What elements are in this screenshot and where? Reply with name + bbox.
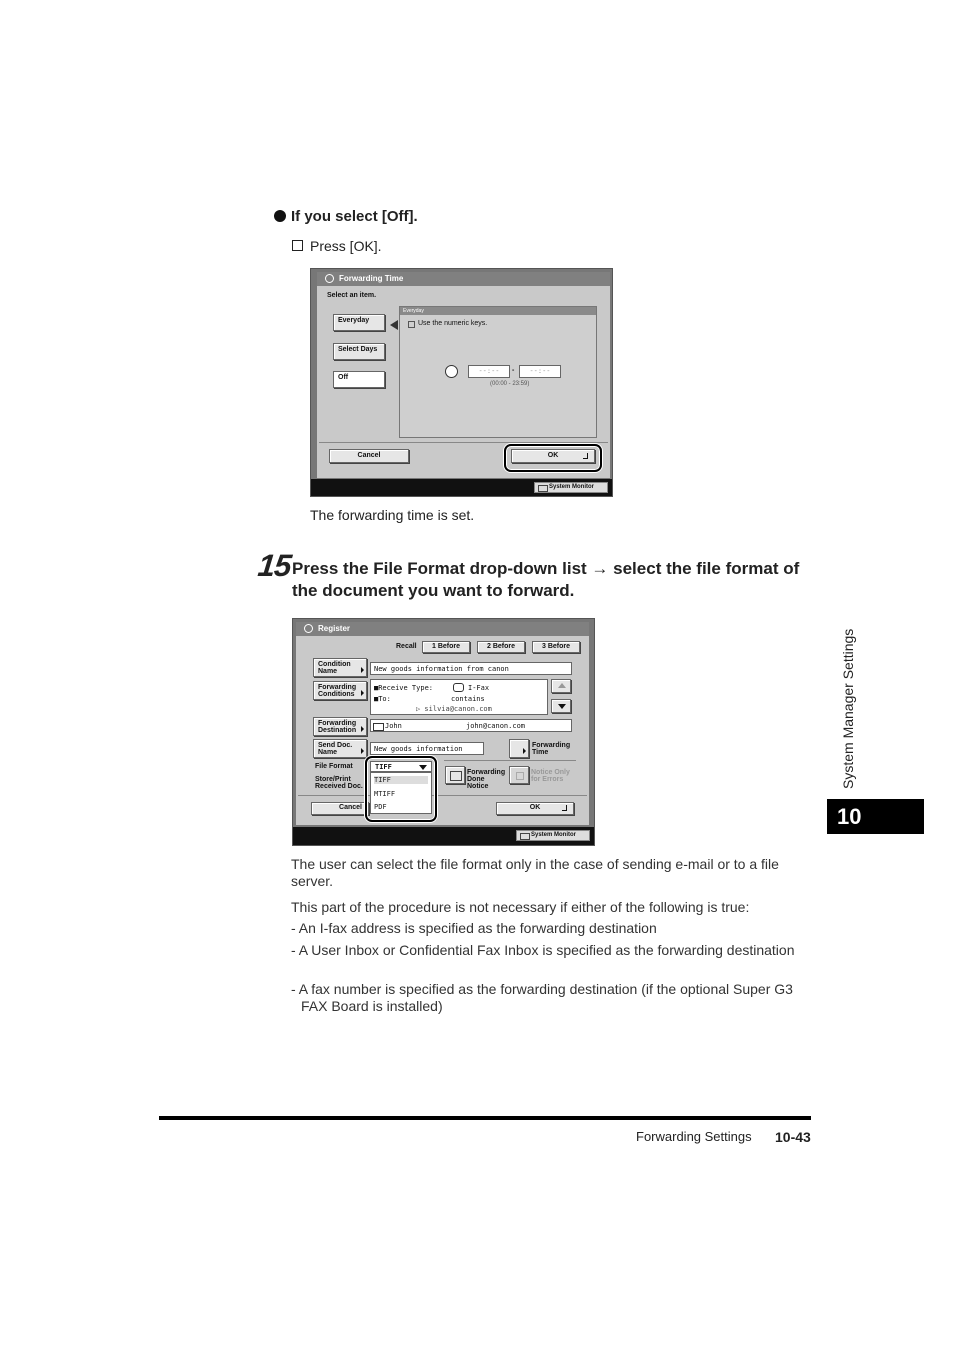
up-arrow-icon xyxy=(558,683,566,688)
chapter-tab xyxy=(827,799,924,834)
forwarding-destination-label: Forwarding Destination xyxy=(318,720,357,734)
sub-step xyxy=(292,238,382,254)
option-pdf[interactable]: PDF xyxy=(374,803,387,811)
keypad-icon xyxy=(408,321,415,328)
cancel-label: Cancel xyxy=(339,804,362,811)
chapter-number: 10 xyxy=(837,804,862,829)
destination-address: john@canon.com xyxy=(466,722,526,730)
forwarding-conditions-box xyxy=(370,679,548,715)
option-mtiff[interactable]: MTIFF xyxy=(374,790,396,798)
receive-type-value: I-Fax xyxy=(468,684,490,692)
screen-titlebar xyxy=(317,272,610,286)
system-monitor-button[interactable] xyxy=(534,482,608,493)
everyday-label: Everyday xyxy=(338,317,370,324)
arrow-right-icon xyxy=(361,667,364,673)
forwarding-destination-field xyxy=(370,719,572,732)
screen-titlebar xyxy=(296,622,589,636)
forwarding-time-screen xyxy=(310,268,613,497)
arrow-right-icon xyxy=(523,748,526,754)
footer-divider xyxy=(298,795,587,796)
section-divider xyxy=(444,760,576,761)
start-time-field[interactable]: --:-- xyxy=(468,365,510,378)
send-doc-name-button[interactable] xyxy=(313,739,367,758)
cancel-button[interactable] xyxy=(329,449,409,463)
register-icon xyxy=(304,624,313,633)
bullet-heading xyxy=(274,208,418,225)
recall-3-label: 3 Before xyxy=(541,643,570,650)
notice-only-errors-button xyxy=(509,766,529,784)
register-icon xyxy=(325,274,334,283)
forwarding-time-button[interactable] xyxy=(509,739,529,758)
list-item: - A User Inbox or Confidential Fax Inbox is specified as the forwarding destination xyxy=(291,942,795,958)
chapter-sidebar-label xyxy=(834,606,864,791)
forwarding-conditions-label: Forwarding Conditions xyxy=(318,684,357,698)
file-format-label: File Format xyxy=(315,763,353,770)
system-monitor-button[interactable] xyxy=(516,830,590,841)
checkbox-icon xyxy=(292,240,303,251)
notice-icon xyxy=(450,771,462,781)
footer-divider xyxy=(319,442,608,443)
forwarding-time-window xyxy=(317,272,610,478)
time-separator: - xyxy=(512,367,515,374)
notice-only-errors-label: Notice Only for Errors xyxy=(531,769,570,783)
prompt-label: Select an item. xyxy=(327,292,377,299)
arrow-right-icon xyxy=(361,748,364,754)
address-value: ▷ silvia@canon.com xyxy=(416,705,492,713)
forwarding-done-notice-label: Forwarding Done Notice xyxy=(467,769,506,790)
recall-1-before-button[interactable] xyxy=(422,641,470,653)
enter-icon xyxy=(562,805,567,811)
condition-name-button[interactable] xyxy=(313,658,367,677)
recall-2-before-button[interactable] xyxy=(477,641,525,653)
system-monitor-label: System Monitor xyxy=(531,832,577,838)
panel-title: Everyday xyxy=(403,308,424,314)
ifax-icon xyxy=(453,683,464,692)
forwarding-conditions-button[interactable] xyxy=(313,681,367,700)
send-doc-name-field: New goods information xyxy=(370,742,484,755)
recall-1-label: 1 Before xyxy=(431,643,460,650)
monitor-icon xyxy=(520,833,530,840)
receive-type-label: ■Receive Type: xyxy=(374,684,434,692)
arrow-right-icon xyxy=(361,726,364,732)
bullet-icon xyxy=(274,210,286,222)
dropdown-highlight xyxy=(365,756,437,822)
file-format-selected: TIFF xyxy=(375,763,392,771)
footer-page-number: 10-43 xyxy=(775,1129,811,1145)
option-tiff[interactable]: TIFF xyxy=(374,776,428,784)
ok-highlight xyxy=(504,444,602,472)
everyday-panel xyxy=(399,306,597,438)
send-doc-name-label: Send Doc. Name xyxy=(318,742,353,756)
scroll-down-button[interactable] xyxy=(551,699,571,713)
paragraph-file-format-note: The user can select the file format only in the case of sending e-mail or to a file server. xyxy=(291,856,779,889)
cancel-button[interactable] xyxy=(311,802,369,815)
cancel-label: Cancel xyxy=(357,452,381,459)
to-label: ■To: xyxy=(374,695,391,703)
off-label: Off xyxy=(338,374,349,381)
sub-step-text: Press [OK]. xyxy=(310,238,382,254)
footer-section: Forwarding Settings xyxy=(636,1129,752,1144)
email-icon xyxy=(373,723,384,731)
caption-forwarding-time: The forwarding time is set. xyxy=(310,507,475,523)
status-bar xyxy=(311,479,612,496)
step-number: 15 xyxy=(256,548,293,583)
recall-3-before-button[interactable] xyxy=(532,641,580,653)
bullet-heading-text: If you select [Off]. xyxy=(291,208,418,225)
time-range-label: (00:00 - 23:59) xyxy=(490,381,530,387)
ok-label: OK xyxy=(529,804,541,811)
forwarding-destination-button[interactable] xyxy=(313,717,367,736)
monitor-icon xyxy=(538,485,548,492)
disabled-checkbox-icon xyxy=(516,772,524,780)
clock-icon xyxy=(445,365,458,378)
ok-button[interactable] xyxy=(496,802,574,815)
system-monitor-label: System Monitor xyxy=(549,484,595,490)
recall-label: Recall xyxy=(396,643,417,650)
destination-name: John xyxy=(385,722,402,730)
end-time-field[interactable]: --:-- xyxy=(519,365,561,378)
list-item: - An I-fax address is specified as the forwarding destination xyxy=(291,920,657,936)
footer-rule xyxy=(159,1116,811,1120)
everyday-button[interactable] xyxy=(333,314,385,331)
to-value: contains xyxy=(451,695,485,703)
selected-arrow-icon xyxy=(390,320,398,330)
register-window xyxy=(296,622,589,825)
select-days-button[interactable] xyxy=(333,343,385,360)
arrow-right-icon xyxy=(361,690,364,696)
instruction-label: Use the numeric keys. xyxy=(418,320,488,327)
step-text: Press the File Format drop-down list → select the file format of the document you want to forward. xyxy=(292,559,800,600)
sidebar-label-text: System Manager Settings xyxy=(840,628,856,789)
status-bar xyxy=(293,827,594,845)
store-print-label: Store/Print Received Doc. xyxy=(315,776,363,790)
screen-title: Forwarding Time xyxy=(339,274,404,283)
scroll-up-button[interactable] xyxy=(551,679,571,693)
panel-titlebar xyxy=(400,307,596,315)
off-button[interactable] xyxy=(333,371,385,388)
paragraph-not-necessary: This part of the procedure is not necessary if either of the following is true: xyxy=(291,899,750,915)
condition-name-label: Condition Name xyxy=(318,661,351,675)
recall-2-label: 2 Before xyxy=(486,643,515,650)
forwarding-time-label: Forwarding Time xyxy=(532,742,571,756)
down-arrow-icon xyxy=(558,704,566,709)
select-days-label: Select Days xyxy=(338,346,378,353)
list-item: - A fax number is specified as the forwarding destination (if the optional Super G3 FAX Board is installed) xyxy=(291,981,793,1014)
forwarding-done-notice-button[interactable] xyxy=(445,766,465,784)
screen-title: Register xyxy=(318,624,351,633)
register-screen xyxy=(292,618,595,846)
condition-name-field: New goods information from canon xyxy=(370,662,572,675)
ok-label: OK xyxy=(547,452,559,459)
